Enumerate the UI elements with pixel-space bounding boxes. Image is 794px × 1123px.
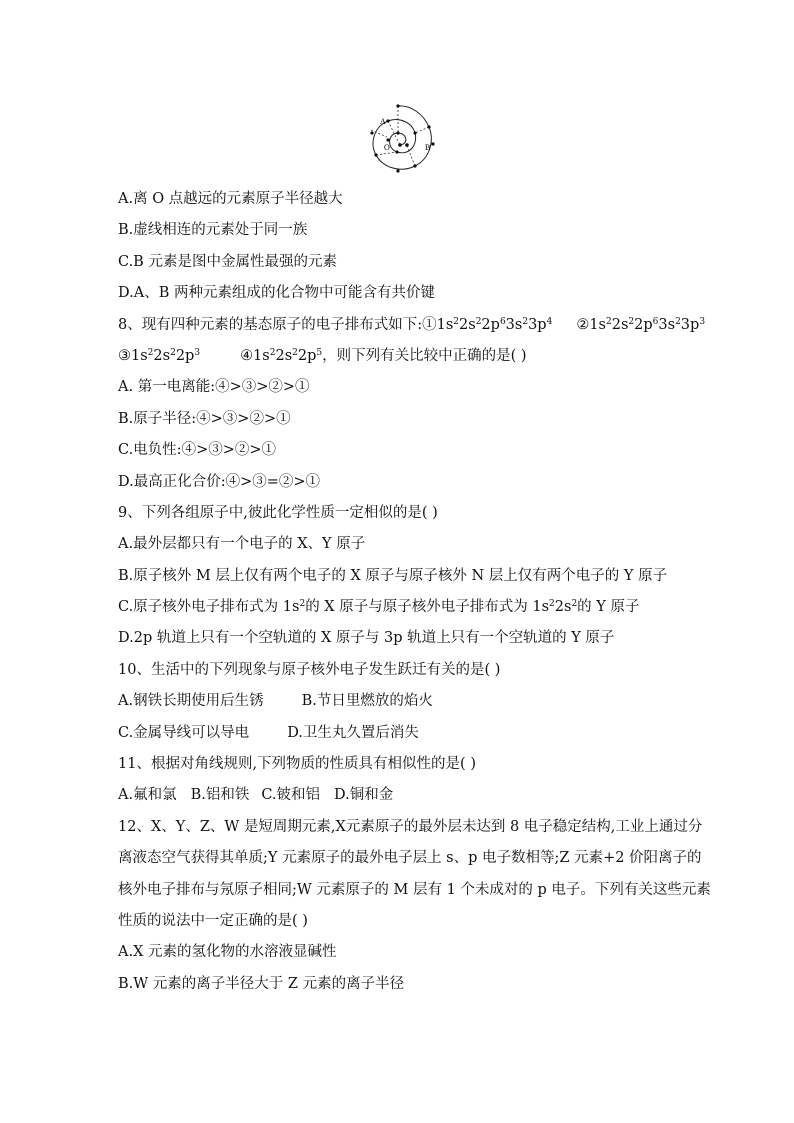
label-o: O: [384, 143, 390, 152]
q8-config-1: $①1s^22s^22p^63s^23p^4$: [422, 316, 553, 333]
q10-option-b: B.节日里燃放的焰火: [301, 693, 433, 710]
q8-config-2: $②1s^22s^22p^63s^23p^3$: [576, 316, 706, 333]
q10-stem: 10、生活中的下列现象与原子核外电子发生跃迁有关的是( ): [118, 661, 501, 678]
spiral-path: [373, 106, 431, 169]
q9-option-b: B.原子核外 M 层上仅有两个电子的 X 原子与原子核外 N 层上仅有两个电子的 Y 原子: [118, 567, 668, 584]
q10-options-cd: [118, 718, 698, 749]
q7-option-d: D.A、B 两种元素组成的化合物中可能含有共价键: [118, 285, 435, 302]
q10-option-c: C.金属导线可以导电: [118, 724, 250, 741]
q9-option-a: A.最外层都只有一个电子的 X、Y 原子: [118, 536, 366, 553]
q9-option-d: D.2p 轨道上只有一个空轨道的 X 原子与 3p 轨道上只有一个空轨道的 Y 原子: [118, 630, 615, 647]
q8-stem-line2: [118, 341, 698, 372]
spiral-periodic-diagram: [357, 100, 439, 180]
q11-option-c: C.铍和铝: [261, 787, 321, 804]
q12-option-b: B.W 元素的离子半径大于 Z 元素的离子半径: [118, 975, 405, 992]
q8-stem-line1: [118, 310, 706, 341]
q10-option-d: D.卫生丸久置后消失: [287, 724, 419, 741]
q8-config-4: $④1s^22s^22p^5$: [240, 347, 323, 364]
q8-option-d: D.最高正化合价:④>③=②>①: [118, 473, 321, 490]
q11-stem: 11、根据对角线规则,下列物质的性质具有相似性的是( ): [118, 756, 476, 773]
q7-option-a: A.离 O 点越远的元素原子半径越大: [118, 191, 343, 207]
question-content: [118, 184, 711, 1000]
label-a: A: [380, 117, 386, 126]
q8-config-3: $③1s^22s^22p^3$: [118, 347, 201, 364]
q12-stem-line1: 12、X、Y、Z、W 是短周期元素,X元素原子的最外层未达到 8 电子稳定结构,工业上通过分: [118, 818, 703, 835]
element-dots: [370, 104, 434, 172]
q8-option-c: C.电负性:④>③>②>①: [118, 442, 277, 459]
spiral-diagram-svg: [357, 100, 439, 180]
q10-options-ab: [118, 686, 698, 717]
q11-option-d: D.铜和金: [334, 787, 394, 804]
q11-option-a: A.氟和氯: [118, 787, 177, 804]
q11-option-b: B.铝和铁: [190, 787, 250, 804]
q12-stem-line3: 核外电子排布与氖原子相同;W 元素原子的 M 层有 1 个未成对的 p 电子。下列有关这些元素: [118, 881, 711, 898]
label-b: B: [425, 143, 431, 152]
q11-options: [118, 780, 698, 811]
q9-stem: 9、下列各组原子中,彼此化学性质一定相似的是( ): [118, 504, 438, 521]
q7-option-c: C.B 元素是图中金属性最强的元素: [118, 253, 337, 270]
q8-stem-suffix: ，则下列有关比较中正确的是( ): [322, 347, 527, 364]
q12-stem-line2: 离液态空气获得其单质;Y 元素原子的最外电子层上 s、p 电子数相等;Z 元素+2 价阳离子的: [118, 850, 702, 867]
q12-stem-line4: 性质的说法中一定正确的是( ): [118, 912, 308, 929]
q8-option-a: A. 第一电离能:④>③>②>①: [118, 379, 310, 396]
q8-option-b: B.原子半径:④>③>②>①: [118, 410, 291, 427]
q10-option-a: A.钢铁长期使用后生锈: [118, 693, 264, 710]
q9-option-c: C.原子核外电子排布式为 $1s^2$的 X 原子与原子核外电子排布式为 $1s^22s^2$的 Y 原子: [118, 599, 640, 616]
q7-option-b: B.虚线相连的元素处于同一族: [118, 222, 308, 239]
q8-stem-prefix: 8、现有四种元素的基态原子的电子排布式如下:: [118, 316, 423, 333]
q12-option-a: A.X 元素的氢化物的水溶液显碱性: [118, 944, 337, 961]
